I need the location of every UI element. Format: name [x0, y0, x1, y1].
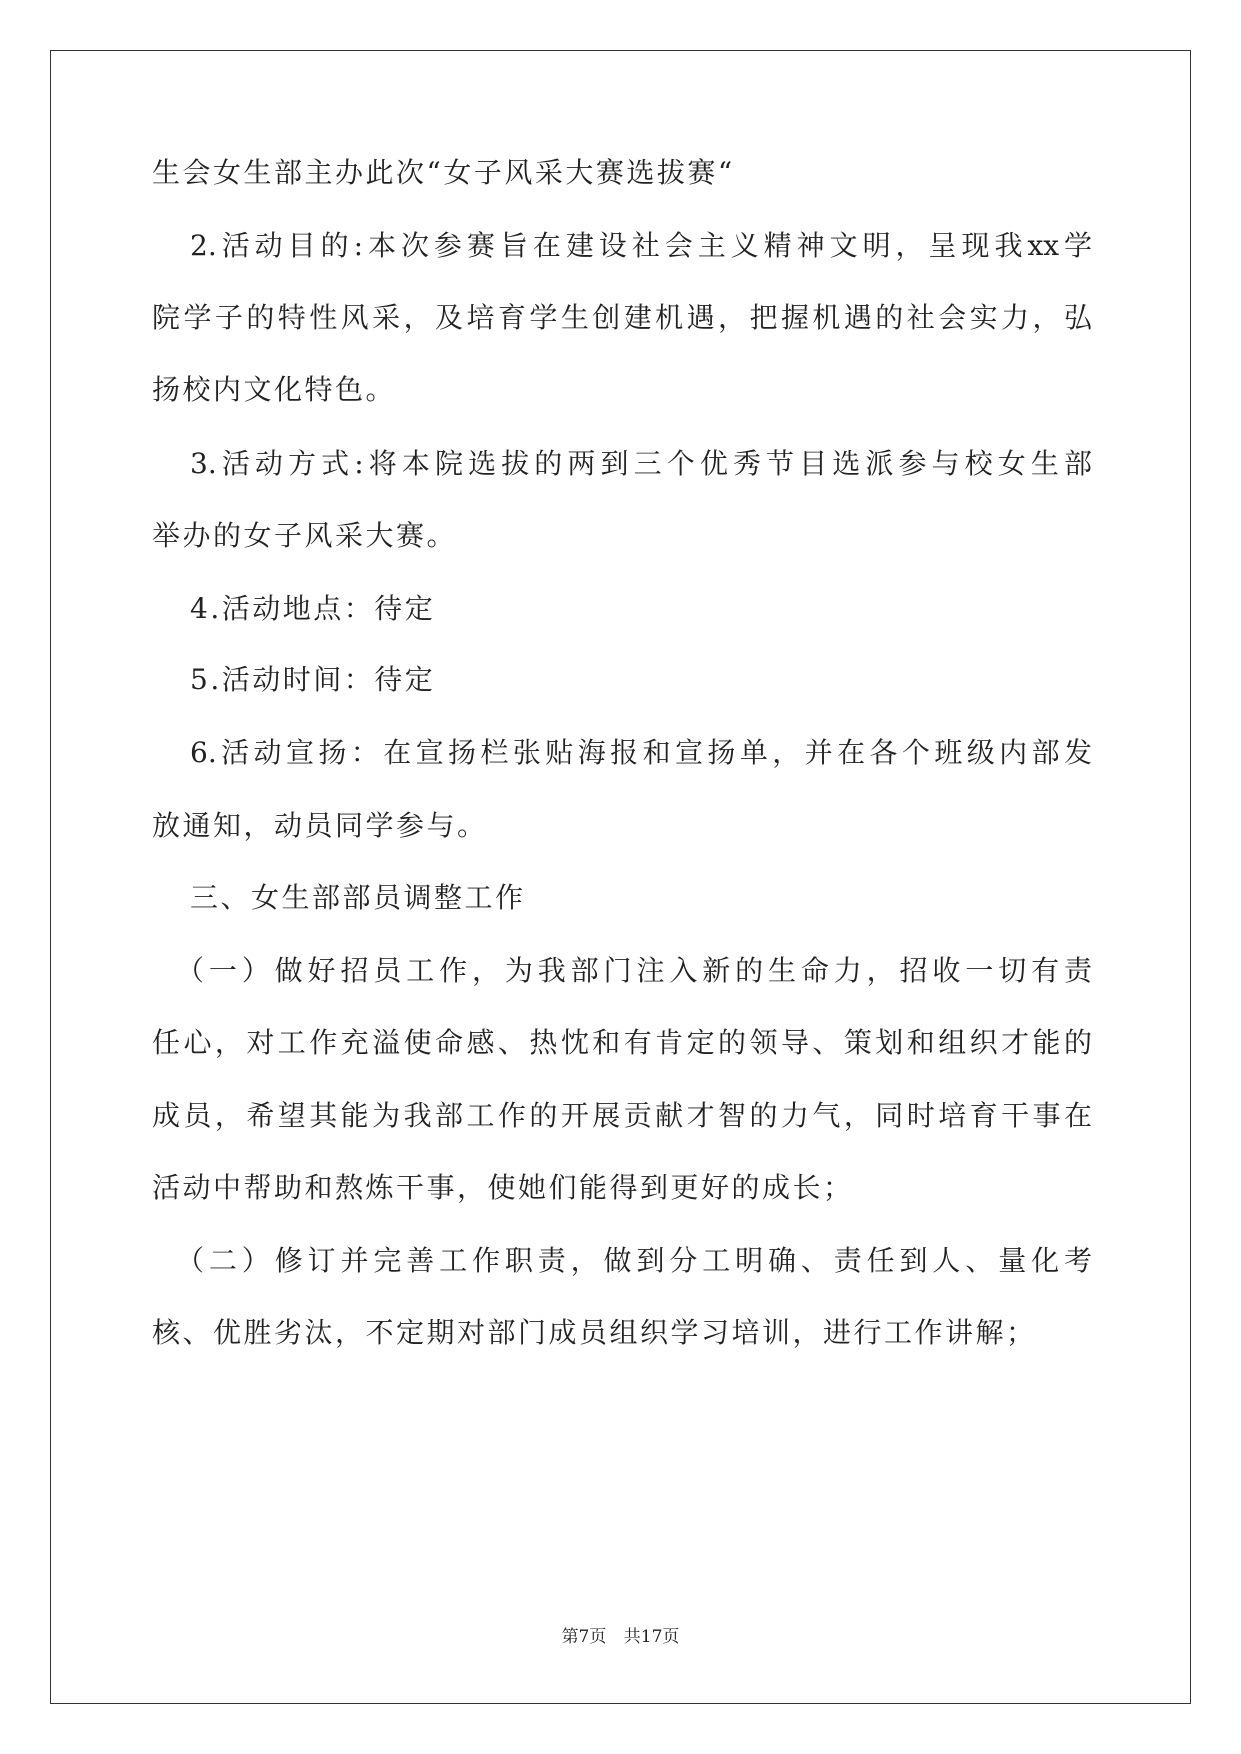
text-line-1: 生会女生部主办此次“女子风采大赛选拔赛“ [152, 156, 735, 189]
text-line-4: 扬校内文化特色。 [152, 373, 397, 406]
text-line-7: 4.活动地点：待定 [190, 592, 436, 625]
text-line-8: 5.活动时间：待定 [190, 663, 436, 696]
text-line-17: 核、优胜劣汰，不定期对部门成员组织学习培训，进行工作讲解； [152, 1316, 1037, 1349]
page-total: 共17页 [623, 1627, 680, 1647]
page-footer [0, 1626, 1241, 1648]
text-line-16: （二）修订并完善工作职责，做到分工明确、责任到人、量化考 [176, 1244, 1092, 1277]
page-border [50, 50, 1191, 1704]
text-line-12: （一）做好招员工作，为我部门注入新的生命力，招收一切有责 [176, 954, 1092, 987]
text-line-5: 3.活动方式:将本院选拔的两到三个优秀节目选派参与校女生部 [190, 447, 1092, 480]
text-line-6: 举办的女子风采大赛。 [152, 519, 458, 552]
text-line-9: 6.活动宣扬：在宣扬栏张贴海报和宣扬单，并在各个班级内部发 [190, 736, 1092, 769]
text-line-14: 成员，希望其能为我部工作的开展贡献才智的力气，同时培育干事在 [152, 1099, 1092, 1132]
text-line-15: 活动中帮助和熬炼干事，使她们能得到更好的成长； [152, 1171, 854, 1204]
page-number: 第7页 [561, 1627, 607, 1647]
text-line-2: 2.活动目的:本次参赛旨在建设社会主义精神文明，呈现我xx学 [190, 229, 1092, 262]
text-line-10: 放通知，动员同学参与。 [152, 809, 488, 842]
section-heading: 三、女生部部员调整工作 [190, 881, 526, 914]
text-line-3: 院学子的特性风采，及培育学生创建机遇，把握机遇的社会实力，弘 [152, 301, 1092, 334]
text-line-13: 任心，对工作充溢使命感、热忱和有肯定的领导、策划和组织才能的 [152, 1026, 1092, 1059]
